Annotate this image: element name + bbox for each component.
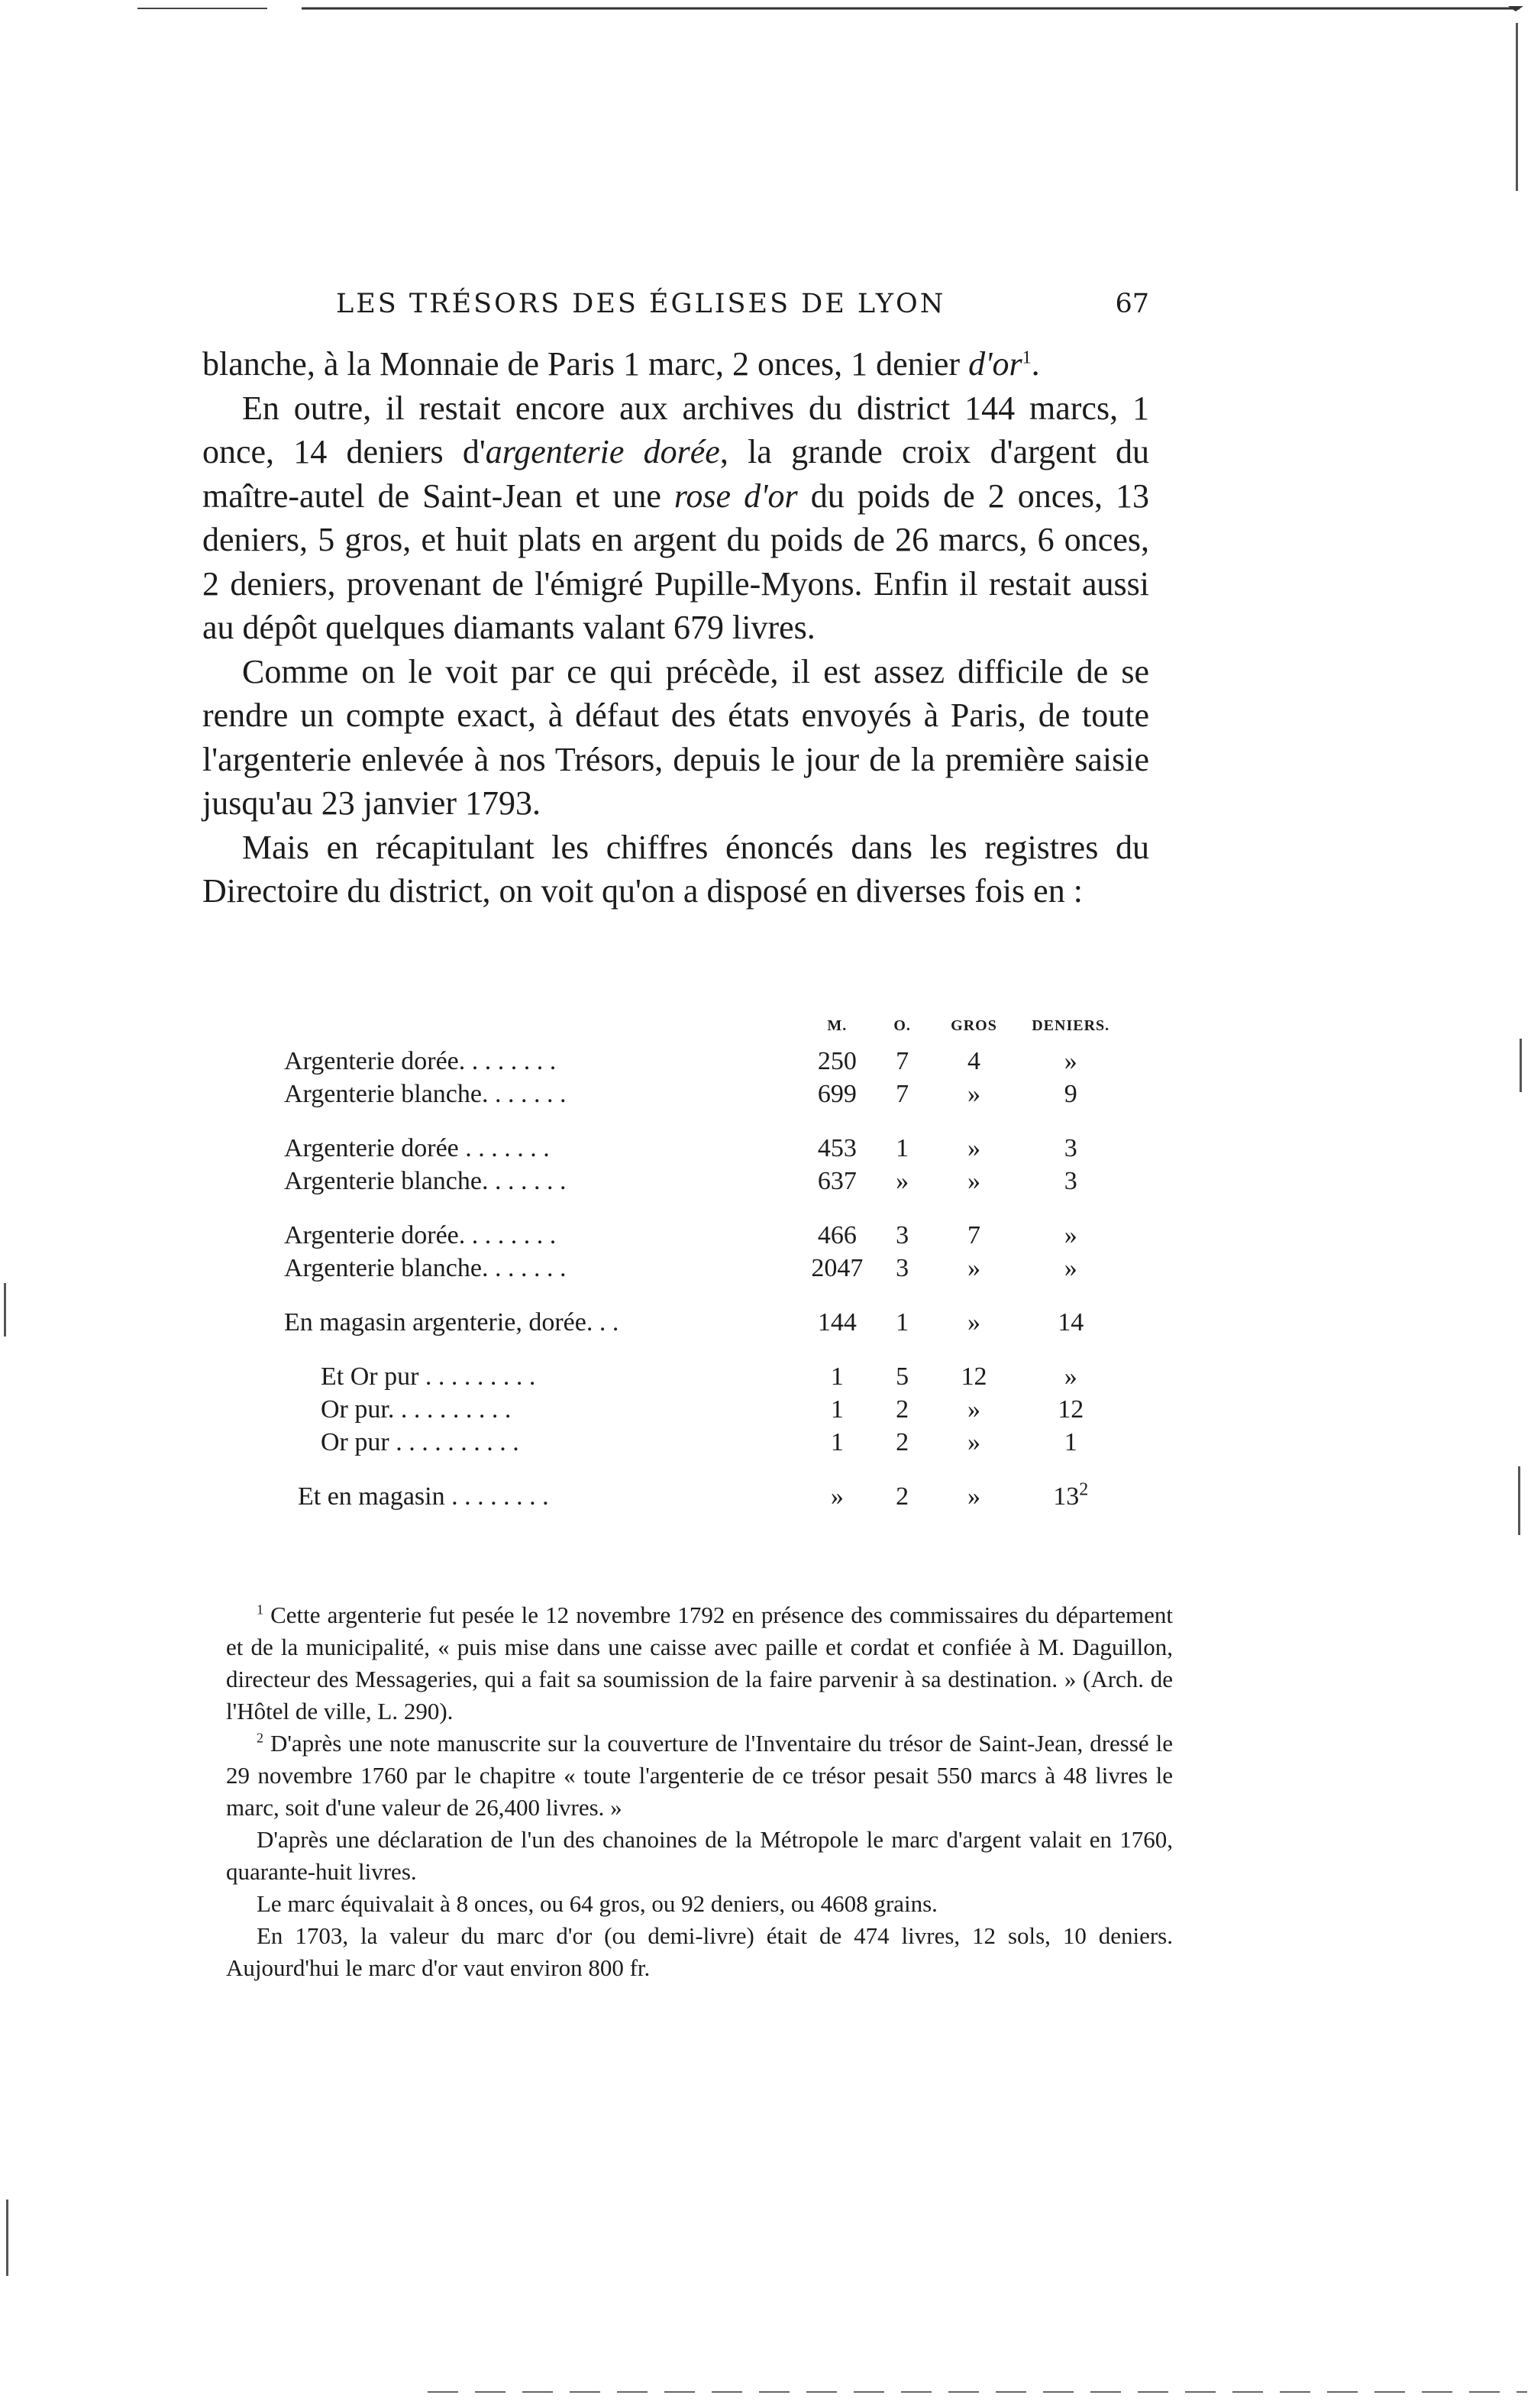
cell-marcs: 250 <box>817 1046 857 1075</box>
cell-gros: » <box>967 1253 981 1282</box>
footnote-1 <box>226 1599 1173 1728</box>
table-row <box>284 1252 1124 1285</box>
cell-marcs: » <box>830 1482 844 1511</box>
cell-gros: » <box>967 1166 981 1195</box>
cell-gros: » <box>967 1427 981 1456</box>
footnote-5: En 1703, la valeur du marc d'or (ou demi-livre) était de 474 livres, 12 sols, 10 deniers. Aujourd'hui le marc d'or vaut environ 800 fr. <box>226 1922 1173 1981</box>
cell-marcs: 637 <box>817 1166 857 1195</box>
table-row <box>284 1132 1124 1165</box>
right-edge-mark <box>1520 1039 1522 1092</box>
p2-italic-b: rose d'or <box>673 477 798 515</box>
footnote-ref-1: 1 <box>1022 347 1032 368</box>
table-row <box>284 1078 1124 1110</box>
cell-onces: 1 <box>896 1133 909 1162</box>
cell-onces: 2 <box>896 1482 909 1511</box>
right-edge-mark <box>1516 23 1518 191</box>
cell-onces: 1 <box>896 1307 909 1337</box>
cell-gros: » <box>967 1079 981 1108</box>
footnote-mark: 2 <box>257 1730 263 1746</box>
table-row <box>284 1426 1124 1459</box>
p1-italic: d'or <box>968 345 1022 383</box>
bottom-rule <box>428 2389 1527 2395</box>
cell-onces: 3 <box>896 1220 909 1249</box>
cell-marcs: 144 <box>817 1307 857 1337</box>
cell-gros: 7 <box>967 1220 981 1249</box>
cell-marcs: 453 <box>817 1133 857 1162</box>
cell-onces: 2 <box>896 1395 909 1424</box>
cell-deniers <box>1017 1480 1124 1513</box>
cell-gros: 4 <box>967 1046 981 1075</box>
cell-onces: 7 <box>896 1046 909 1075</box>
row-label: Et en magasin . . . . . . . . <box>298 1482 549 1511</box>
footnotes <box>226 1599 1173 1984</box>
footnote-2 <box>226 1728 1173 1824</box>
running-title: LES TRÉSORS DES ÉGLISES DE LYON <box>336 289 946 319</box>
cell-gros: » <box>967 1395 981 1424</box>
table-row <box>284 1360 1124 1393</box>
table-row <box>284 1165 1124 1198</box>
paragraph-1 <box>202 342 1149 386</box>
cell-deniers: » <box>1064 1362 1077 1391</box>
row-label: Argenterie blanche. . . . . . . <box>284 1166 567 1195</box>
cell-deniers: 3 <box>1064 1133 1077 1162</box>
top-rule <box>0 5 1531 12</box>
cell-deniers: » <box>1064 1046 1077 1075</box>
row-label: Or pur. . . . . . . . . . <box>321 1395 512 1424</box>
body-text <box>202 342 1149 913</box>
cell-onces: » <box>896 1166 909 1195</box>
cell-deniers: 9 <box>1064 1079 1077 1108</box>
row-label: Argenterie blanche. . . . . . . <box>284 1079 567 1108</box>
left-edge-mark <box>6 2200 8 2276</box>
footnote-text: Cette argenterie fut pesée le 12 novembre 1792 en présence des commissaires du département et de la municipalité, « puis mise dans une caisse avec paille et cordat et confiée à M. Daguillon, directeur des Messageries, qui a fait sa soumission de la faire parvenir à sa destination. » (Arch. de l'Hôtel de ville, L. 290). <box>226 1602 1174 1724</box>
cell-onces: 7 <box>896 1079 909 1108</box>
col-header-onces: O. <box>893 1017 911 1034</box>
row-label: Or pur . . . . . . . . . . <box>321 1427 519 1456</box>
cell-marcs: 1 <box>830 1427 844 1456</box>
cell-marcs: 466 <box>817 1220 857 1249</box>
footnote-text: D'après une note manuscrite sur la couverture de l'Inventaire du trésor de Saint-Jean, dressé le 29 novembre 1760 par le chapitre « toute l'argenterie de ce trésor pesait 550 marcs à 48 livres le marc, soit d'une valeur de 26,400 livres. » <box>226 1730 1174 1821</box>
cell-onces: 3 <box>896 1253 909 1282</box>
cell-deniers: 3 <box>1064 1166 1077 1195</box>
footnote-3: D'après une déclaration de l'un des chanoines de la Métropole le marc d'argent valait en 1760, quarante-huit livres. <box>226 1826 1173 1885</box>
cell-deniers: 12 <box>1058 1395 1084 1424</box>
page-number: 67 <box>1115 289 1149 319</box>
cell-deniers: 1 <box>1064 1427 1077 1456</box>
cell-onces: 2 <box>896 1427 909 1456</box>
row-label: Argenterie dorée . . . . . . . <box>284 1133 550 1162</box>
paragraph-2 <box>202 386 1149 650</box>
cell-gros: » <box>967 1133 981 1162</box>
row-label: Et Or pur . . . . . . . . . <box>321 1362 536 1391</box>
table-row <box>284 1045 1124 1078</box>
p1-text: blanche, à la Monnaie de Paris 1 marc, 2 onces, 1 denier <box>202 345 969 383</box>
p1-text-end: . <box>1031 345 1040 383</box>
p2-text-a: En outre, il restait encore aux archives du district 144 marcs, 1 once, 14 deniers d' <box>202 389 1149 470</box>
p2-text-c: du poids de 2 onces, 13 deniers, 5 gros, et huit plats en argent du poids de 26 marcs, 6 onces, 2 deniers, provenant de l'émigré Pupille-Myons. Enfin il restait aussi au dépôt quelques diamants valant 679 livres. <box>202 477 1150 646</box>
paragraph-3: Comme on le voit par ce qui précède, il est assez difficile de se rendre un compte exact, à défaut des états envoyés à Paris, de toute l'argenterie enlevée à nos Trésors, depuis le jour de la première saisie jusqu'au 23 janvier 1793. <box>202 652 1149 822</box>
table-header-row <box>284 1007 1124 1045</box>
table-row <box>284 1393 1124 1426</box>
row-label: Argenterie dorée. . . . . . . . <box>284 1220 557 1249</box>
right-edge-mark <box>1518 1466 1520 1535</box>
footnote-mark: 1 <box>257 1602 263 1618</box>
table-row <box>284 1480 1124 1513</box>
cell-deniers: 14 <box>1058 1307 1084 1337</box>
cell-gros: » <box>967 1307 981 1337</box>
recap-table <box>284 1007 1124 1513</box>
footnote-ref-2: 2 <box>1079 1479 1089 1500</box>
cell-marcs: 1 <box>830 1362 844 1391</box>
row-label: Argenterie blanche. . . . . . . <box>284 1253 567 1282</box>
cell-marcs: 1 <box>830 1395 844 1424</box>
col-header-marcs: M. <box>827 1017 848 1034</box>
table-row <box>284 1306 1124 1339</box>
cell-onces: 5 <box>896 1362 909 1391</box>
cell-gros: » <box>967 1482 981 1511</box>
col-header-gros: GROS <box>951 1017 997 1034</box>
p2-text-b: , la grande croix d'argent du maître-autel de Saint-Jean et une <box>202 433 1149 515</box>
row-label: En magasin argenterie, dorée. . . <box>284 1307 619 1337</box>
cell-deniers: » <box>1064 1253 1077 1282</box>
col-header-deniers: DENIERS. <box>1032 1017 1110 1034</box>
cell-gros: 12 <box>961 1362 987 1391</box>
cell-marcs: 2047 <box>811 1253 864 1282</box>
footnote-4: Le marc équivalait à 8 onces, ou 64 gros, ou 92 deniers, ou 4608 grains. <box>257 1890 938 1917</box>
cell-deniers: » <box>1064 1220 1077 1249</box>
left-edge-mark <box>4 1283 6 1337</box>
p2-italic-a: argenterie dorée <box>485 433 720 470</box>
cell-deniers-value: 13 <box>1053 1482 1080 1511</box>
table-row <box>284 1219 1124 1252</box>
cell-marcs: 699 <box>817 1079 857 1108</box>
paragraph-4: Mais en récapitulant les chiffres énoncés dans les registres du Directoire du district, on voit qu'on a disposé en diverses fois en : <box>202 828 1149 910</box>
row-label: Argenterie dorée. . . . . . . . <box>284 1046 557 1075</box>
